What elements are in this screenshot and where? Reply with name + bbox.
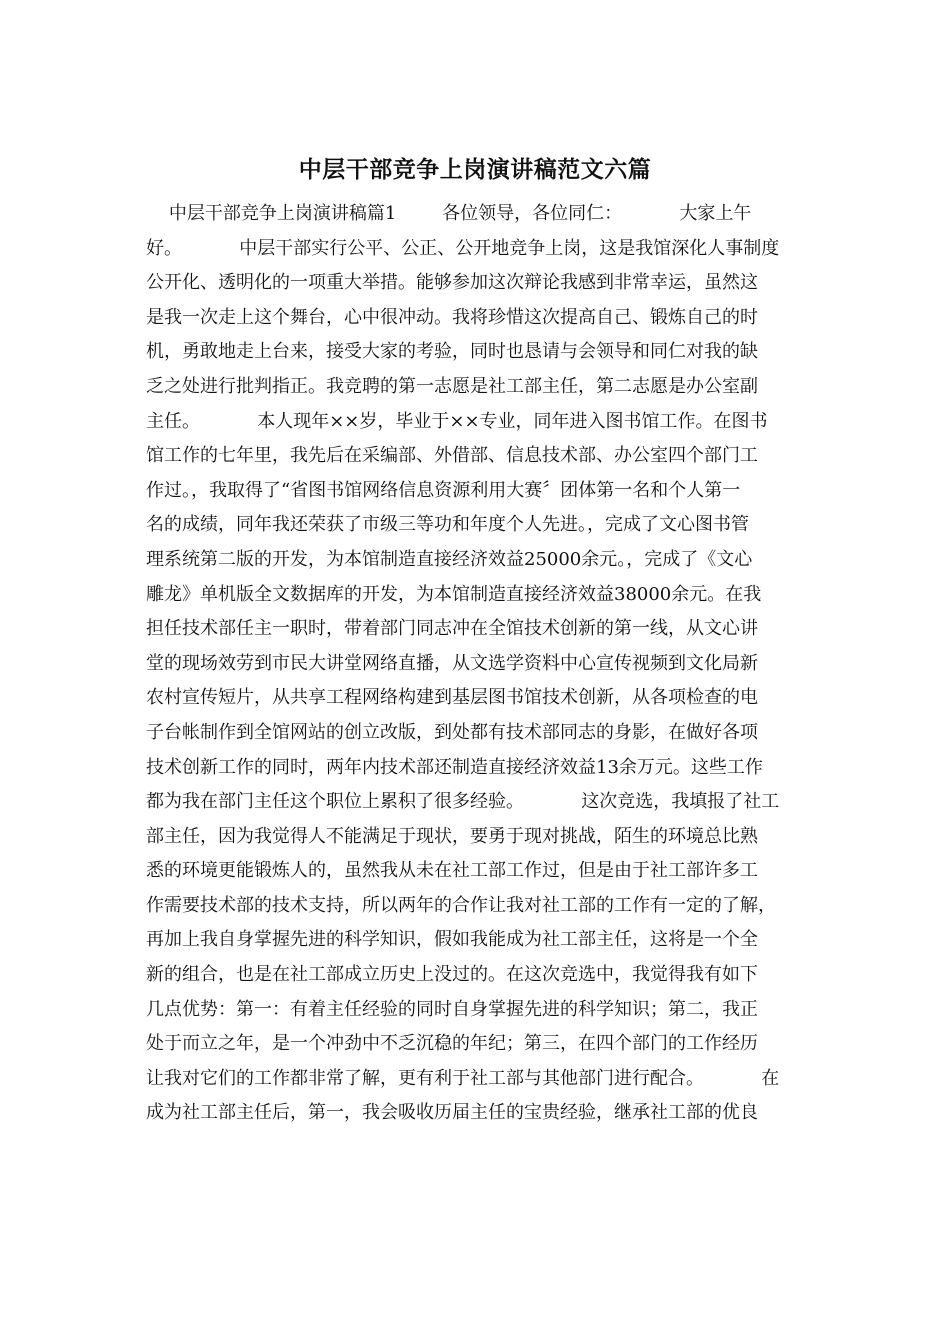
body-line: 乏之处进行批判指正。我竞聘的第一志愿是社工部主任，第二志愿是办公室副 [146,375,758,397]
document-title: 中层干部竞争上岗演讲稿范文六篇 [298,156,652,183]
body-line: 雕龙》单机版全文数据库的开发，为本馆制造直接经济效益38000余元。在我 [146,583,762,605]
body-line: 公开化、透明化的一项重大举措。能够参加这次辩论我感到非常幸运，虽然这 [146,272,758,294]
body-line: 堂的现场效劳到市民大讲堂网络直播，从文选学资料中心宣传视频到文化局新 [146,652,758,674]
body-line: 子台帐制作到全馆网站的创立改版，到处都有技术部同志的身影，在做好各项 [146,721,758,743]
body-line: 主任。 本人现年××岁，毕业于××专业，同年进入图书馆工作。在图书 [146,410,768,432]
body-line: 成为社工部主任后，第一，我会吸收历届主任的宝贵经验，继承社工部的优良 [146,1102,758,1124]
body-line: 再加上我自身掌握先进的科学知识，假如我能成为社工部主任，这将是一个全 [146,929,758,951]
body-line: 机，勇敢地走上台来，接受大家的考验，同时也恳请与会领导和同仁对我的缺 [146,341,758,363]
body-line: 好。 中层干部实行公平、公正、公开地竞争上岗，这是我馆深化人事制度 [146,237,780,259]
body-line: 作过。，我取得了“省图书馆网络信息资源利用大赛〞团体第一名和个人第一 [146,479,741,501]
body-line: 担任技术部任主一职时，带着部门同志冲在全馆技术创新的第一线，从文心讲 [146,618,758,640]
body-line: 部主任，因为我觉得人不能满足于现状，要勇于现对挑战，陌生的环境总比熟 [146,825,758,847]
body-line: 作需要技术部的技术支持，所以两年的合作让我对社工部的工作有一定的了解， [146,894,776,916]
body-line: 中层干部竞争上岗演讲稿篇1 各位领导，各位同仁： 大家上午 [146,203,752,224]
body-line: 农村宣传短片，从共享工程网络构建到基层图书馆技术创新，从各项检查的电 [146,687,758,709]
body-line: 技术创新工作的同时，两年内技术部还制造直接经济效益13余万元。这些工作 [146,756,763,778]
document-body [146,197,810,1131]
body-line: 理系统第二版的开发，为本馆制造直接经济效益25000余元。，完成了《文心 [146,548,753,570]
body-line: 处于而立之年，是一个冲劲中不乏沉稳的年纪；第三，在四个部门的工作经历 [146,1033,758,1055]
body-line: 名的成绩，同年我还荣获了市级三等功和年度个人先进。，完成了文心图书管 [146,514,749,536]
body-line: 都为我在部门主任这个职位上累积了很多经验。 这次竞选，我填报了社工 [146,791,780,813]
body-line: 几点优势：第一：有着主任经验的同时自身掌握先进的科学知识；第二，我正 [146,998,758,1020]
body-line: 让我对它们的工作都非常了解，更有利于社工部与其他部门进行配合。 在 [146,1067,780,1089]
body-line: 是我一次走上这个舞台，心中很冲动。我将珍惜这次提高自己、锻炼自己的时 [146,306,758,328]
body-line: 新的组合，也是在社工部成立历史上没过的。在这次竞选中，我觉得我有如下 [146,964,758,986]
body-line: 悉的环境更能锻炼人的，虽然我从未在社工部工作过，但是由于社工部许多工 [146,860,758,882]
body-line: 馆工作的七年里，我先后在采编部、外借部、信息技术部、办公室四个部门工 [146,445,758,467]
